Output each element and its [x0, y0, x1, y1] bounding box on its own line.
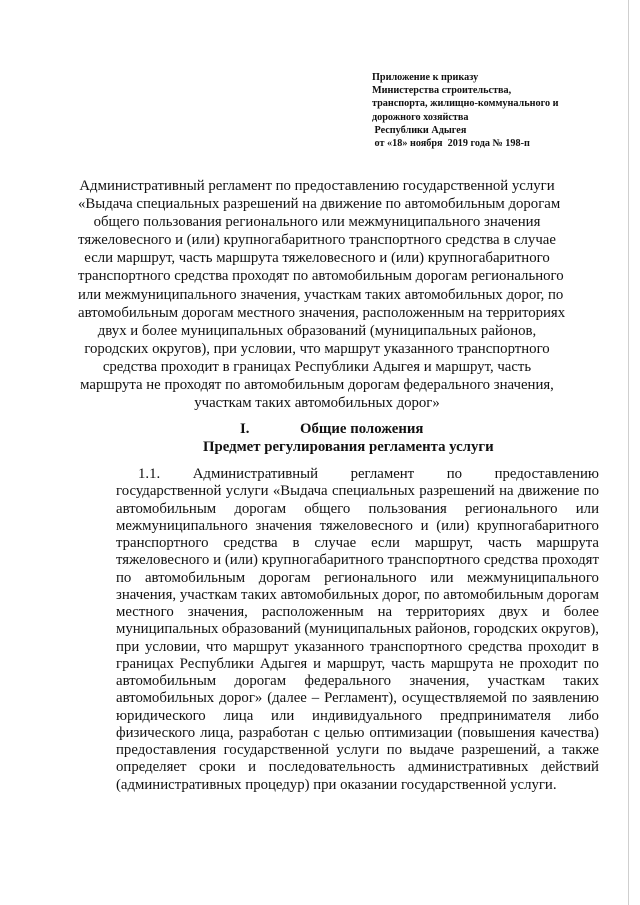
body-line: транспортного средства в случае если маршрут, часть маршрута: [116, 535, 599, 551]
title-line: городских округов), при условии, что маршрут указанного транспортного: [84, 340, 550, 357]
appendix-line: Министерства строительства,: [372, 85, 512, 97]
body-line: определяет сроки и последовательность административных действий: [116, 759, 599, 776]
document-title: [78, 177, 566, 412]
body-line: по автомобильным дорогам регионального или межмуниципального: [116, 569, 599, 586]
body-line: при условии, что маршрут указанного транспортного средства проходит в: [116, 638, 599, 655]
title-line: тяжеловесного и (или) крупногабаритного транспортного средства в случае: [78, 232, 556, 249]
title-line: или межмуниципального значения, участкам таких автомобильных дорог, по: [78, 286, 564, 303]
title-line: средства проходит в границах Республики Адыгея и маршрут, часть: [102, 358, 532, 375]
body-line: тяжеловесного и (или) крупногабаритного транспортного средства проходят: [116, 552, 599, 569]
title-line: двух и более муниципальных образований (муниципальных районов,: [97, 322, 537, 339]
body-line: межмуниципального значения тяжеловесного и (или) крупногабаритного: [116, 517, 599, 534]
section-subheading: Предмет регулирования регламента услуги: [203, 439, 494, 455]
body-line: (административных процедур) при оказании государственной услуги.: [116, 776, 557, 793]
body-line: местного значения, расположенным на территориях двух и более: [116, 604, 599, 620]
body-line: автомобильных дорог» (далее – Регламент), осуществляемой по заявлению: [116, 690, 599, 707]
appendix-line: транспорта, жилищно-коммунального и: [372, 98, 559, 110]
body-line: 1.1. Административный регламент по предоставлению: [138, 466, 599, 482]
appendix-line: Республики Адыгея: [372, 124, 467, 136]
body-line: автомобильным дорогам федерального значения, участкам таких: [116, 673, 599, 689]
appendix-line: Приложение к приказу: [372, 72, 479, 83]
section-heading: Общие положения: [300, 421, 424, 437]
title-line: «Выдача специальных разрешений на движение по автомобильным дорогам: [78, 196, 561, 213]
title-line: общего пользования регионального или межмуниципального значения: [93, 214, 541, 231]
body-line: физического лица, разработан с целью оптимизации (повышения качества): [116, 724, 599, 741]
section-number: I.: [240, 421, 250, 437]
title-line: маршрута не проходят по автомобильным дорогам федерального значения,: [80, 377, 554, 394]
body-line: государственной услуги «Выдача специальных разрешений на движение по: [116, 483, 599, 500]
section-header: [140, 420, 560, 456]
body-line: автомобильным дорогам общего пользования регионального или: [116, 500, 599, 517]
body-line: предоставления государственной услуги по выдаче разрешений, а также: [116, 742, 599, 758]
title-line: если маршрут, часть маршрута тяжеловесного и (или) крупногабаритного: [84, 250, 550, 267]
body-line: муниципальных образований (муниципальных районов, городских округов),: [116, 621, 599, 638]
appendix-line: дорожного хозяйства: [372, 111, 469, 123]
title-line: транспортного средства проходят по автомобильным дорогам регионального: [78, 268, 564, 285]
appendix-line: от «18» ноября 2019 года № 198-п: [372, 138, 530, 150]
title-line: участкам таких автомобильных дорог»: [194, 395, 440, 412]
body-line: значения, участкам таких автомобильных дорог, по автомобильным дорогам: [116, 586, 599, 603]
section-heading-row: [140, 420, 560, 438]
appendix-note: [372, 71, 622, 150]
body-line: границах Республики Адыгея и маршрут, часть маршрута не проходит по: [116, 655, 599, 672]
page-edge: [628, 0, 629, 905]
body-paragraph: [116, 466, 599, 794]
body-line: юридического лица или индивидуального предпринимателя либо: [116, 707, 599, 724]
title-line: автомобильным дорогам местного значения, расположенным на территориях: [78, 304, 566, 321]
title-line: Административный регламент по предоставлению государственной услуги: [79, 178, 555, 194]
